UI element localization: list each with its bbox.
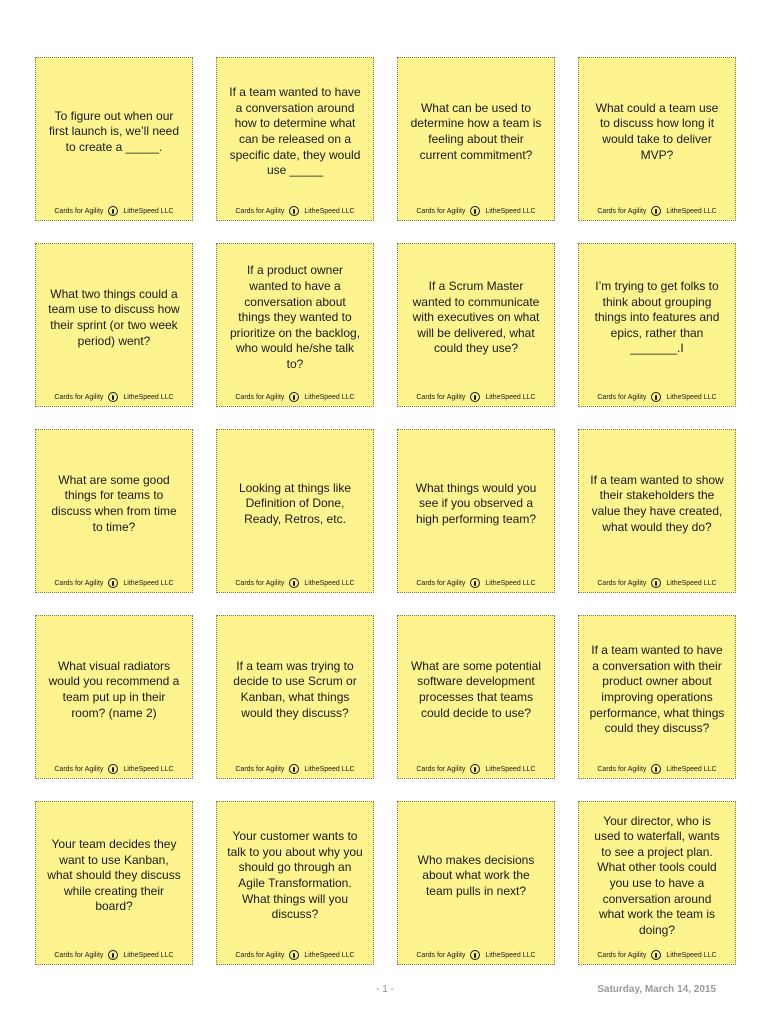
card-question: What are some potential software development processes that teams could decide to use? xyxy=(410,658,542,720)
lithespeed-logo-icon xyxy=(651,206,661,216)
logo-mark xyxy=(655,395,657,400)
lithespeed-logo-icon xyxy=(470,950,480,960)
card xyxy=(578,57,736,221)
logo-mark xyxy=(293,953,295,958)
logo-mark xyxy=(293,767,295,772)
card xyxy=(216,243,374,407)
card-brand-label: Cards for Agility xyxy=(597,579,647,587)
card-question: Your director, who is used to waterfall, wants to see a project plan. What other tools could you use to have a conversation around what work the team is doing? xyxy=(594,813,720,937)
card-brand-label: Cards for Agility xyxy=(54,207,104,215)
page-number: - 1 - xyxy=(376,984,394,995)
card-question: What can be used to determine how a team is feeling about their current commitment? xyxy=(410,100,542,162)
card-company-label: LitheSpeed LLC xyxy=(666,951,717,959)
card-brand-label: Cards for Agility xyxy=(597,951,647,959)
card xyxy=(216,429,374,593)
card-question: What two things could a team use to discuss how their sprint (or two week period) went? xyxy=(48,286,180,348)
lithespeed-logo-icon xyxy=(470,764,480,774)
card xyxy=(35,243,193,407)
lithespeed-logo-icon xyxy=(651,578,661,588)
card-company-label: LitheSpeed LLC xyxy=(123,765,174,773)
card-footer xyxy=(398,391,554,403)
card-question: Your team decides they want to use Kanban, what should they discuss while creating their board? xyxy=(47,837,181,914)
logo-mark xyxy=(293,395,295,400)
card xyxy=(397,615,555,779)
card-brand-label: Cards for Agility xyxy=(235,765,285,773)
card-question: Your customer wants to talk to you about why you should go through an Agile Transformation. What things will you discuss? xyxy=(227,829,363,922)
card-footer xyxy=(579,763,735,775)
logo-mark xyxy=(112,581,114,586)
logo-mark xyxy=(655,581,657,586)
card xyxy=(35,429,193,593)
card-brand-label: Cards for Agility xyxy=(416,765,466,773)
logo-mark xyxy=(474,395,476,400)
card xyxy=(216,801,374,965)
card-question: I’m trying to get folks to think about grouping things into features and epics, rather than _______.I xyxy=(594,279,720,356)
card-footer xyxy=(217,763,373,775)
card-company-label: LitheSpeed LLC xyxy=(304,579,355,587)
card-question: What could a team use to discuss how long it would take to deliver MVP? xyxy=(595,100,719,162)
card-brand-label: Cards for Agility xyxy=(235,393,285,401)
card-company-label: LitheSpeed LLC xyxy=(304,393,355,401)
page-date: Saturday, March 14, 2015 xyxy=(597,984,716,995)
lithespeed-logo-icon xyxy=(108,950,118,960)
card-question: What things would you see if you observed a high performing team? xyxy=(415,480,537,526)
logo-mark xyxy=(655,767,657,772)
lithespeed-logo-icon xyxy=(108,578,118,588)
card-question: Who makes decisions about what work the team pulls in next? xyxy=(417,852,535,898)
card-footer xyxy=(217,577,373,589)
card-company-label: LitheSpeed LLC xyxy=(666,579,717,587)
card xyxy=(216,615,374,779)
logo-mark xyxy=(293,209,295,214)
lithespeed-logo-icon xyxy=(108,764,118,774)
card-footer xyxy=(579,577,735,589)
logo-mark xyxy=(112,953,114,958)
lithespeed-logo-icon xyxy=(470,206,480,216)
card-brand-label: Cards for Agility xyxy=(235,207,285,215)
card-footer xyxy=(36,391,192,403)
card-question: If a team wanted to have a conversation with their product owner about improving operations performance, what things could they discuss? xyxy=(589,643,725,736)
card-question: What visual radiators would you recommend a team put up in their room? (name 2) xyxy=(48,658,180,720)
card xyxy=(578,243,736,407)
card-footer xyxy=(579,205,735,217)
card-company-label: LitheSpeed LLC xyxy=(485,393,536,401)
card-footer xyxy=(398,205,554,217)
card-question: If a team wanted to have a conversation around how to determine what can be released on a specific date, they would use _____ xyxy=(229,85,361,178)
card-brand-label: Cards for Agility xyxy=(416,579,466,587)
card-company-label: LitheSpeed LLC xyxy=(485,765,536,773)
logo-mark xyxy=(655,953,657,958)
lithespeed-logo-icon xyxy=(651,392,661,402)
card-footer xyxy=(398,949,554,961)
card-footer xyxy=(36,763,192,775)
card-company-label: LitheSpeed LLC xyxy=(485,579,536,587)
card-brand-label: Cards for Agility xyxy=(597,393,647,401)
lithespeed-logo-icon xyxy=(289,950,299,960)
logo-mark xyxy=(293,581,295,586)
card-question: To figure out when our first launch is, we’ll need to create a _____. xyxy=(48,108,180,154)
card-footer xyxy=(36,577,192,589)
card-question: If a Scrum Master wanted to communicate with executives on what will be delivered, what could they use? xyxy=(412,279,540,356)
card xyxy=(35,57,193,221)
card-brand-label: Cards for Agility xyxy=(416,393,466,401)
lithespeed-logo-icon xyxy=(651,764,661,774)
logo-mark xyxy=(474,209,476,214)
card-footer xyxy=(217,391,373,403)
card-question: Looking at things like Definition of Done, Ready, Retros, etc. xyxy=(238,480,352,526)
card-footer xyxy=(36,949,192,961)
card xyxy=(216,57,374,221)
card-footer xyxy=(398,577,554,589)
card xyxy=(35,615,193,779)
card-brand-label: Cards for Agility xyxy=(235,579,285,587)
card-company-label: LitheSpeed LLC xyxy=(485,951,536,959)
logo-mark xyxy=(474,953,476,958)
card-brand-label: Cards for Agility xyxy=(54,393,104,401)
lithespeed-logo-icon xyxy=(289,206,299,216)
logo-mark xyxy=(112,209,114,214)
lithespeed-logo-icon xyxy=(289,578,299,588)
card xyxy=(578,429,736,593)
lithespeed-logo-icon xyxy=(108,392,118,402)
card-company-label: LitheSpeed LLC xyxy=(485,207,536,215)
card-company-label: LitheSpeed LLC xyxy=(666,765,717,773)
card-footer xyxy=(217,949,373,961)
card-brand-label: Cards for Agility xyxy=(54,951,104,959)
card-company-label: LitheSpeed LLC xyxy=(304,207,355,215)
card xyxy=(397,801,555,965)
card-company-label: LitheSpeed LLC xyxy=(123,951,174,959)
card-company-label: LitheSpeed LLC xyxy=(304,951,355,959)
lithespeed-logo-icon xyxy=(470,392,480,402)
lithespeed-logo-icon xyxy=(651,950,661,960)
card xyxy=(35,801,193,965)
card-brand-label: Cards for Agility xyxy=(597,207,647,215)
card-brand-label: Cards for Agility xyxy=(235,951,285,959)
card xyxy=(578,801,736,965)
card-company-label: LitheSpeed LLC xyxy=(666,207,717,215)
lithespeed-logo-icon xyxy=(289,392,299,402)
card-company-label: LitheSpeed LLC xyxy=(123,579,174,587)
logo-mark xyxy=(112,767,114,772)
card-company-label: LitheSpeed LLC xyxy=(123,393,174,401)
card-company-label: LitheSpeed LLC xyxy=(666,393,717,401)
card-footer xyxy=(579,391,735,403)
card-company-label: LitheSpeed LLC xyxy=(304,765,355,773)
card-question: If a team wanted to show their stakeholders the value they have created, what would they do? xyxy=(590,472,724,534)
card-question: If a product owner wanted to have a conversation about things they wanted to prioritize on the backlog, who would he/she talk to? xyxy=(229,263,361,371)
card-brand-label: Cards for Agility xyxy=(416,207,466,215)
card-footer xyxy=(579,949,735,961)
card-footer xyxy=(36,205,192,217)
card-company-label: LitheSpeed LLC xyxy=(123,207,174,215)
card-brand-label: Cards for Agility xyxy=(54,765,104,773)
card-brand-label: Cards for Agility xyxy=(54,579,104,587)
card-footer xyxy=(217,205,373,217)
card-question: If a team was trying to decide to use Scrum or Kanban, what things would they discuss? xyxy=(233,658,357,720)
card xyxy=(397,243,555,407)
card xyxy=(578,615,736,779)
lithespeed-logo-icon xyxy=(108,206,118,216)
card-brand-label: Cards for Agility xyxy=(416,951,466,959)
logo-mark xyxy=(112,395,114,400)
logo-mark xyxy=(474,581,476,586)
lithespeed-logo-icon xyxy=(470,578,480,588)
card-footer xyxy=(398,763,554,775)
card xyxy=(397,429,555,593)
logo-mark xyxy=(655,209,657,214)
card-brand-label: Cards for Agility xyxy=(597,765,647,773)
logo-mark xyxy=(474,767,476,772)
card xyxy=(397,57,555,221)
lithespeed-logo-icon xyxy=(289,764,299,774)
card-question: What are some good things for teams to discuss when from time to time? xyxy=(51,472,177,534)
